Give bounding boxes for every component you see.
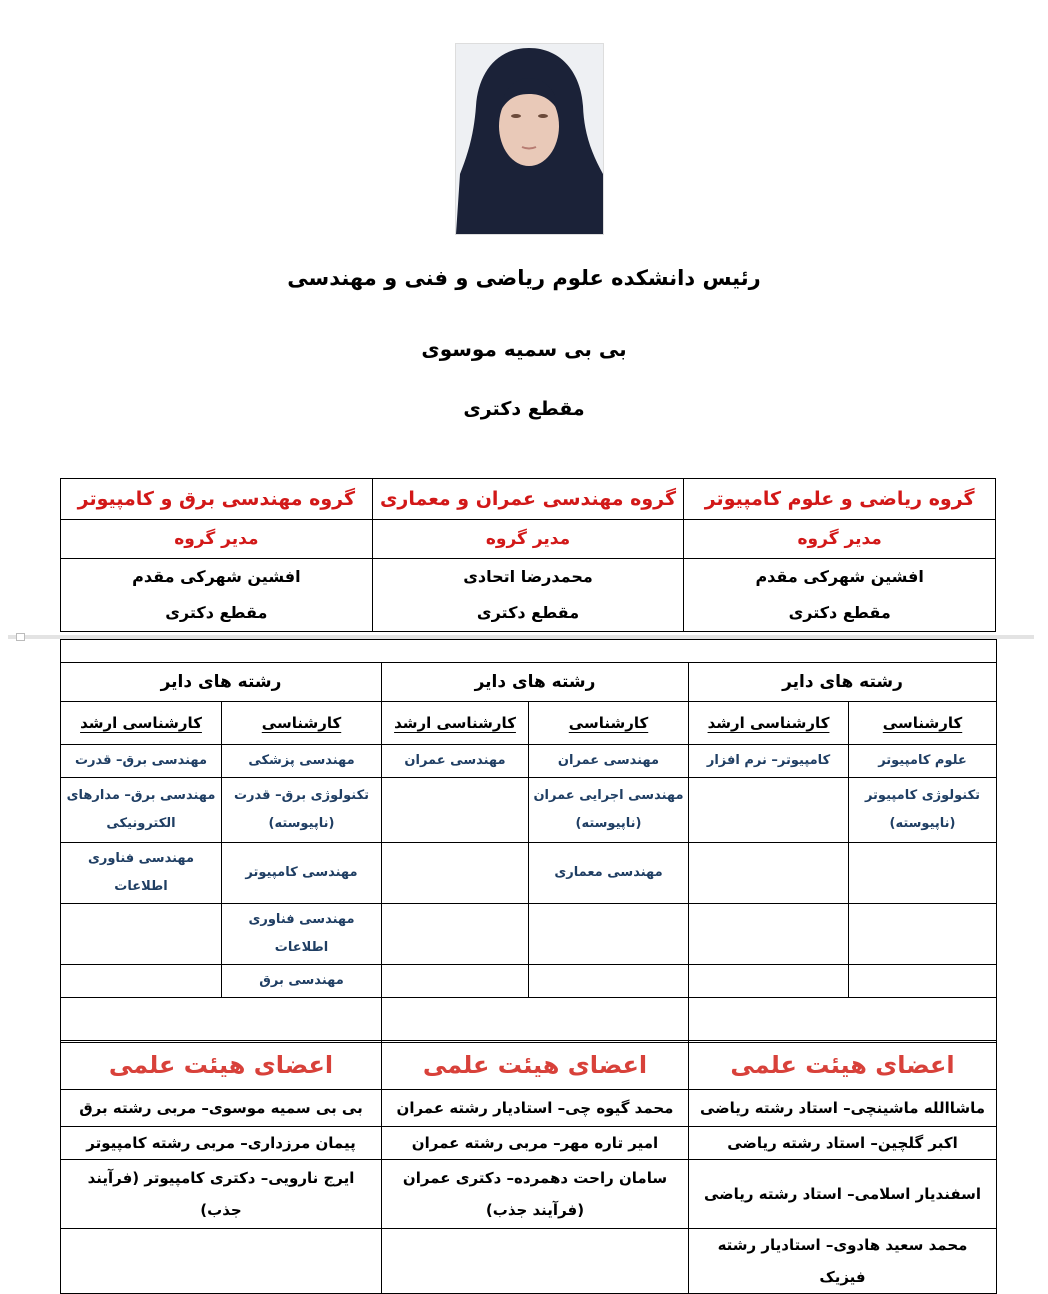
faculty-member: امیر تاره مهر– مربی رشته عمران xyxy=(382,1127,689,1160)
empty-cell xyxy=(61,998,382,1043)
field-cell xyxy=(529,965,689,998)
manager-degree: مقطع دکتری xyxy=(165,603,268,622)
group-title: گروه مهندسی عمران و معماری xyxy=(372,479,684,520)
faculty-member: پیمان مرزداری– مربی رشته کامپیوتر xyxy=(61,1127,382,1160)
table-row xyxy=(61,843,997,904)
field-cell xyxy=(529,904,689,965)
table-row xyxy=(61,1127,997,1160)
portrait-image xyxy=(456,44,603,234)
master-header: کارشناسی ارشد xyxy=(689,702,849,745)
bachelor-header: کارشناسی xyxy=(849,702,997,745)
table-row xyxy=(61,745,997,778)
table-row xyxy=(61,1090,997,1127)
table-row xyxy=(61,1229,997,1294)
spacer-row xyxy=(61,640,997,663)
faculty-member xyxy=(382,1229,689,1294)
faculty-title: اعضای هیئت علمی xyxy=(382,1041,689,1090)
field-cell: مهندسی برق xyxy=(222,965,382,998)
field-cell: علوم کامپیوتر xyxy=(849,745,997,778)
field-cell: مهندسی برق– قدرت xyxy=(61,745,222,778)
field-cell xyxy=(382,965,529,998)
field-cell xyxy=(849,904,997,965)
fields-label: رشته های دایر xyxy=(689,663,997,702)
table-row xyxy=(61,1160,997,1229)
faculty-member: سامان راحت دهمرده– دکتری عمران (فرآیند جذب) xyxy=(382,1160,689,1229)
field-cell: مهندسی پزشکی xyxy=(222,745,382,778)
faculty-member: محمد سعید هادوی– استادیار رشته فیزیک xyxy=(689,1229,997,1294)
field-cell: مهندسی کامپیوتر xyxy=(222,843,382,904)
field-cell: مهندسی فناوری اطلاعات xyxy=(61,843,222,904)
field-cell xyxy=(382,778,529,843)
table-row xyxy=(61,778,997,843)
field-cell xyxy=(689,843,849,904)
table-row xyxy=(61,904,997,965)
field-cell xyxy=(61,965,222,998)
field-cell xyxy=(61,904,222,965)
field-cell: مهندسی برق– مدارهای الکترونیکی xyxy=(61,778,222,843)
manager-label: مدیر گروه xyxy=(372,520,684,559)
faculty-title: اعضای هیئت علمی xyxy=(689,1041,997,1090)
fields-label: رشته های دایر xyxy=(61,663,382,702)
empty-cell xyxy=(382,998,689,1043)
field-cell xyxy=(382,843,529,904)
field-cell: مهندسی فناوری اطلاعات xyxy=(222,904,382,965)
faculty-member: اسفندیار اسلامی– استاد رشته ریاضی xyxy=(689,1160,997,1229)
field-cell: مهندسی عمران xyxy=(529,745,689,778)
field-cell xyxy=(689,778,849,843)
field-cell xyxy=(849,843,997,904)
dean-degree: مقطع دکتری xyxy=(463,398,585,420)
faculty-member xyxy=(61,1229,382,1294)
fields-table xyxy=(60,639,997,1043)
field-cell xyxy=(849,965,997,998)
bachelor-header: کارشناسی xyxy=(529,702,689,745)
field-cell: کامپیوتر– نرم افزار xyxy=(689,745,849,778)
faculty-table xyxy=(60,1040,997,1294)
field-cell: تکنولوژی برق– قدرت (ناپیوسته) xyxy=(222,778,382,843)
faculty-member: اکبر گلچین– استاد رشته ریاضی xyxy=(689,1127,997,1160)
manager-cell xyxy=(372,559,684,632)
faculty-title: اعضای هیئت علمی xyxy=(61,1041,382,1090)
dean-name: بی بی سمیه موسوی xyxy=(421,337,627,361)
field-cell: مهندسی معماری xyxy=(529,843,689,904)
manager-label: مدیر گروه xyxy=(684,520,996,559)
fields-label: رشته های دایر xyxy=(382,663,689,702)
manager-cell xyxy=(61,559,373,632)
manager-name: افشین شهرکی مقدم xyxy=(755,567,924,586)
group-title: گروه مهندسی برق و کامپیوتر xyxy=(61,479,373,520)
field-cell: مهندسی اجرایی عمران (ناپیوسته) xyxy=(529,778,689,843)
manager-degree: مقطع دکتری xyxy=(476,603,580,622)
field-cell xyxy=(689,965,849,998)
group-title: گروه ریاضی و علوم کامپیوتر xyxy=(684,479,996,520)
table-row xyxy=(61,965,997,998)
manager-cell xyxy=(684,559,996,632)
field-cell xyxy=(689,904,849,965)
faculty-member: ماشاالله ماشینچی– استاد رشته ریاضی xyxy=(689,1090,997,1127)
dean-photo xyxy=(455,43,604,235)
groups-table xyxy=(60,478,996,632)
faculty-member: ایرج نارویی– دکتری کامپیوتر (فرآیند جذب) xyxy=(61,1160,382,1229)
master-header: کارشناسی ارشد xyxy=(382,702,529,745)
page-break-marker-icon xyxy=(16,633,25,641)
field-cell: مهندسی عمران xyxy=(382,745,529,778)
field-cell xyxy=(382,904,529,965)
faculty-member: بی بی سمیه موسوی– مربی رشته برق xyxy=(61,1090,382,1127)
dean-title: رئیس دانشکده علوم ریاضی و فنی و مهندسی xyxy=(287,266,761,290)
manager-label: مدیر گروه xyxy=(61,520,373,559)
faculty-member: محمد گیوه چی– استادیار رشته عمران xyxy=(382,1090,689,1127)
field-cell: تکنولوژی کامپیوتر (ناپیوسته) xyxy=(849,778,997,843)
empty-cell xyxy=(689,998,997,1043)
manager-degree: مقطع دکتری xyxy=(788,603,891,622)
manager-name: محمدرضا اتحادی xyxy=(463,567,593,586)
manager-name: افشین شهرکی مقدم xyxy=(132,567,301,586)
bachelor-header: کارشناسی xyxy=(222,702,382,745)
master-header: کارشناسی ارشد xyxy=(61,702,222,745)
